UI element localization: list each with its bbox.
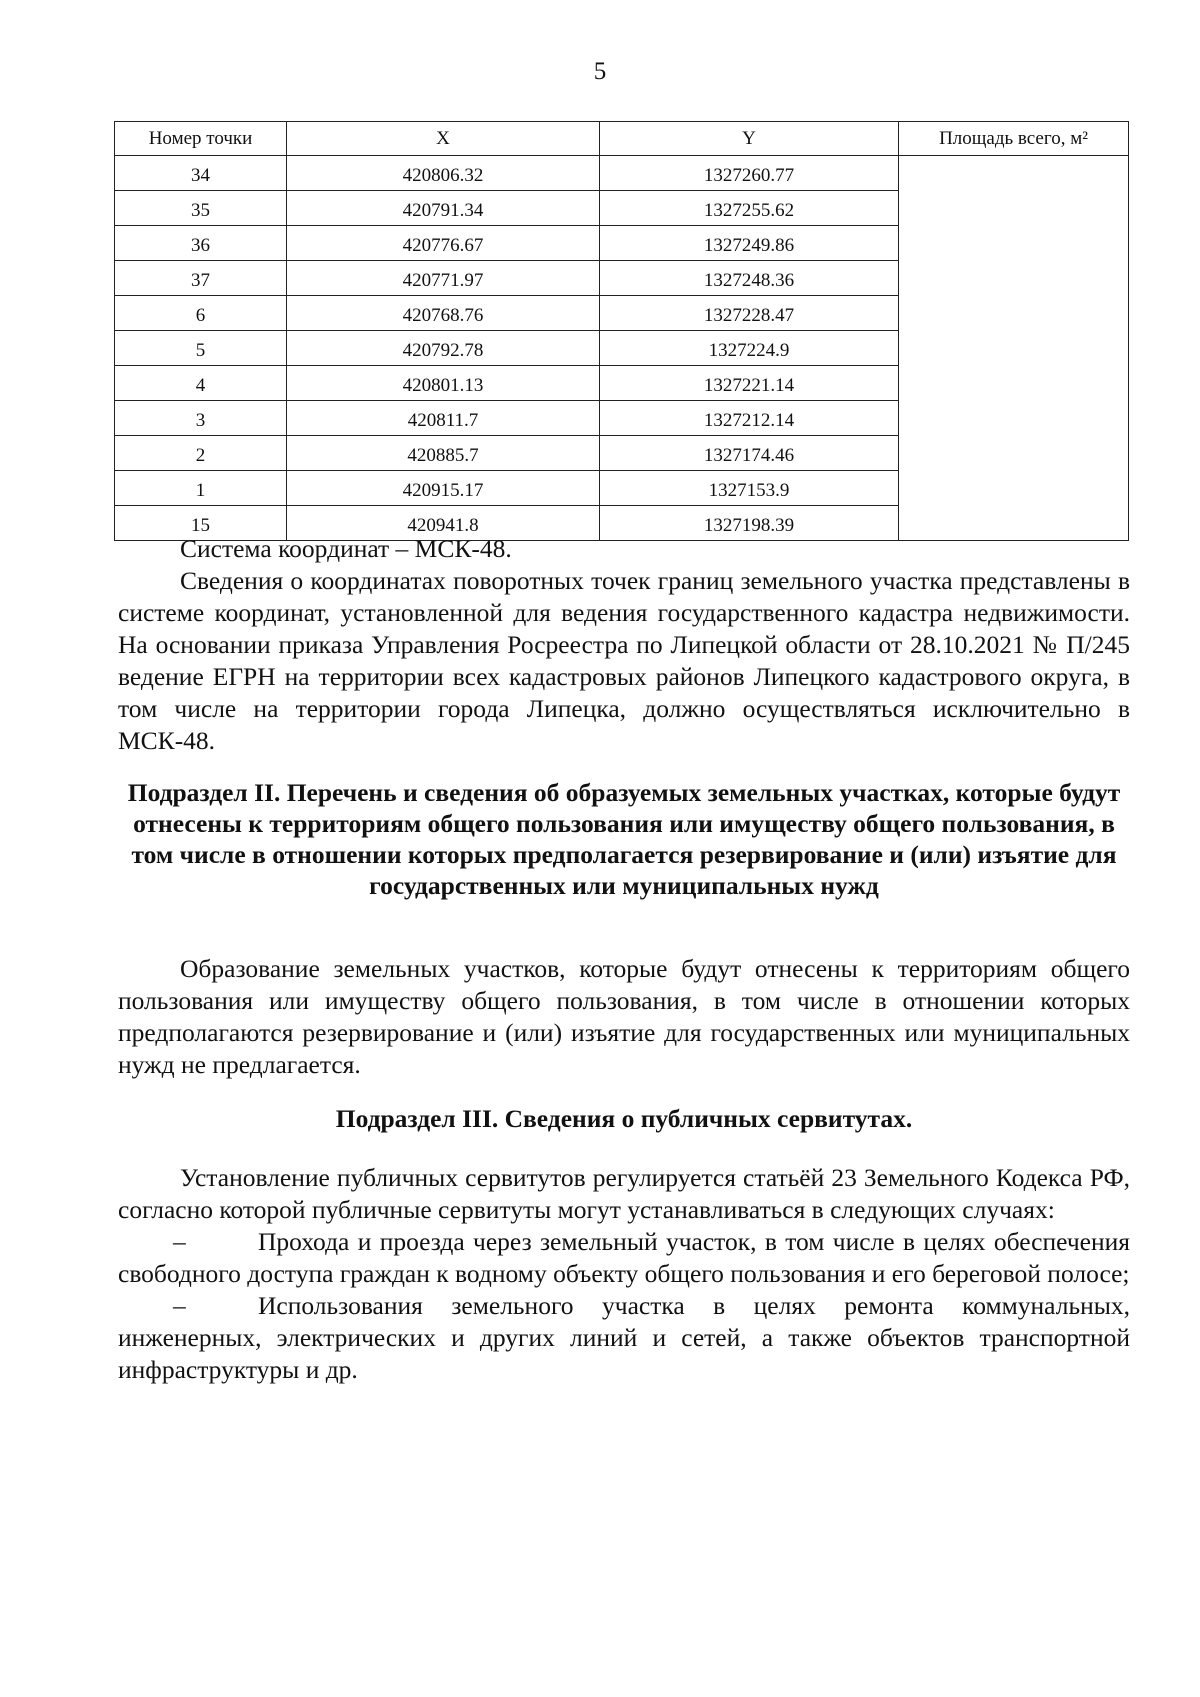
header-total-area: Площадь всего, м² (899, 122, 1129, 156)
cell-x: 420941.8 (287, 506, 600, 541)
cell-y: 1327212.14 (600, 401, 899, 436)
cell-x: 420791.34 (287, 191, 600, 226)
header-x: X (287, 122, 600, 156)
cell-x: 420801.13 (287, 366, 600, 401)
cell-x: 420768.76 (287, 296, 600, 331)
cell-y: 1327249.86 (600, 226, 899, 261)
cell-point-number: 34 (115, 156, 287, 191)
cell-point-number: 35 (115, 191, 287, 226)
header-y: Y (600, 122, 899, 156)
section2-heading: Подраздел II. Перечень и сведения об образуемых земельных участках, которые будут отнесены к территориям общего пользования или имуществу общего пользования, в том числе в отношении которых предполагается резервирование и (или) изъятие для государственных или муниципальных нужд (127, 778, 1121, 900)
cell-y: 1327153.9 (600, 471, 899, 506)
cell-point-number: 6 (115, 296, 287, 331)
cell-y: 1327174.46 (600, 436, 899, 471)
cell-x: 420806.32 (287, 156, 600, 191)
cell-y: 1327248.36 (600, 261, 899, 296)
bullet-dash: – (173, 1291, 186, 1320)
cell-y: 1327228.47 (600, 296, 899, 331)
section3-heading: Подраздел III. Сведения о публичных сервитутах. (335, 1104, 913, 1133)
section3-body (118, 1162, 1130, 1386)
cell-y: 1327260.77 (600, 156, 899, 191)
section2-body (118, 953, 1130, 1081)
page-number: 5 (593, 58, 607, 85)
section3-intro: Установление публичных сервитутов регулируется статьёй 23 Земельного Кодекса РФ, согласно которой публичные сервитуты могут устанавливаться в следующих случаях: (118, 1163, 1130, 1224)
table-row (115, 156, 1129, 191)
cell-y: 1327224.9 (600, 331, 899, 366)
cell-x: 420885.7 (287, 436, 600, 471)
coordinates-table (114, 121, 1129, 541)
table-body (115, 156, 1129, 541)
cell-total-area (899, 156, 1129, 541)
cell-x: 420792.78 (287, 331, 600, 366)
cell-point-number: 5 (115, 331, 287, 366)
cell-y: 1327255.62 (600, 191, 899, 226)
cell-point-number: 15 (115, 506, 287, 541)
list-item-text: Использования земельного участка в целях ремонта коммунальных, инженерных, электрических и других линий и сетей, а также объектов транспортной инфраструктуры и др. (118, 1291, 1130, 1384)
bullet-dash: – (173, 1227, 186, 1256)
cell-x: 420771.97 (287, 261, 600, 296)
section2-paragraph: Образование земельных участков, которые будут отнесены к территориям общего пользования или имуществу общего пользования, в том числе в отношении которых предполагаются резервирование и (или) изъятие для государственных или муниципальных нужд не предлагается. (118, 954, 1130, 1079)
cell-point-number: 4 (115, 366, 287, 401)
list-item-text: Прохода и проезда через земельный участок, в том числе в целях обеспечения свободного доступа граждан к водному объекту общего пользования и его береговой полосе; (118, 1227, 1130, 1288)
list-item (118, 1226, 1130, 1290)
coord-system-line: Система координат – МСК-48. (180, 534, 512, 563)
cell-point-number: 36 (115, 226, 287, 261)
cell-y: 1327198.39 (600, 506, 899, 541)
coordinate-system-section (118, 533, 1130, 757)
cell-point-number: 1 (115, 471, 287, 506)
header-point-number: Номер точки (115, 122, 287, 156)
list-item (118, 1290, 1130, 1386)
cell-x: 420811.7 (287, 401, 600, 436)
coord-paragraph: Сведения о координатах поворотных точек границ земельного участка представлены в системе координат, установленной для ведения государственного кадастра недвижимости. На основании приказа Управления Росреестра по Липецкой области от 28.10.2021 № П/245 ведение ЕГРН на территории всех кадастровых районов Липецкого кадастрового округа, в том числе на территории города Липецка, должно осуществляться исключительно в МСК-48. (118, 566, 1130, 755)
cell-point-number: 37 (115, 261, 287, 296)
table-header-row (115, 122, 1129, 156)
cell-x: 420915.17 (287, 471, 600, 506)
cell-point-number: 3 (115, 401, 287, 436)
cell-point-number: 2 (115, 436, 287, 471)
cell-y: 1327221.14 (600, 366, 899, 401)
cell-x: 420776.67 (287, 226, 600, 261)
